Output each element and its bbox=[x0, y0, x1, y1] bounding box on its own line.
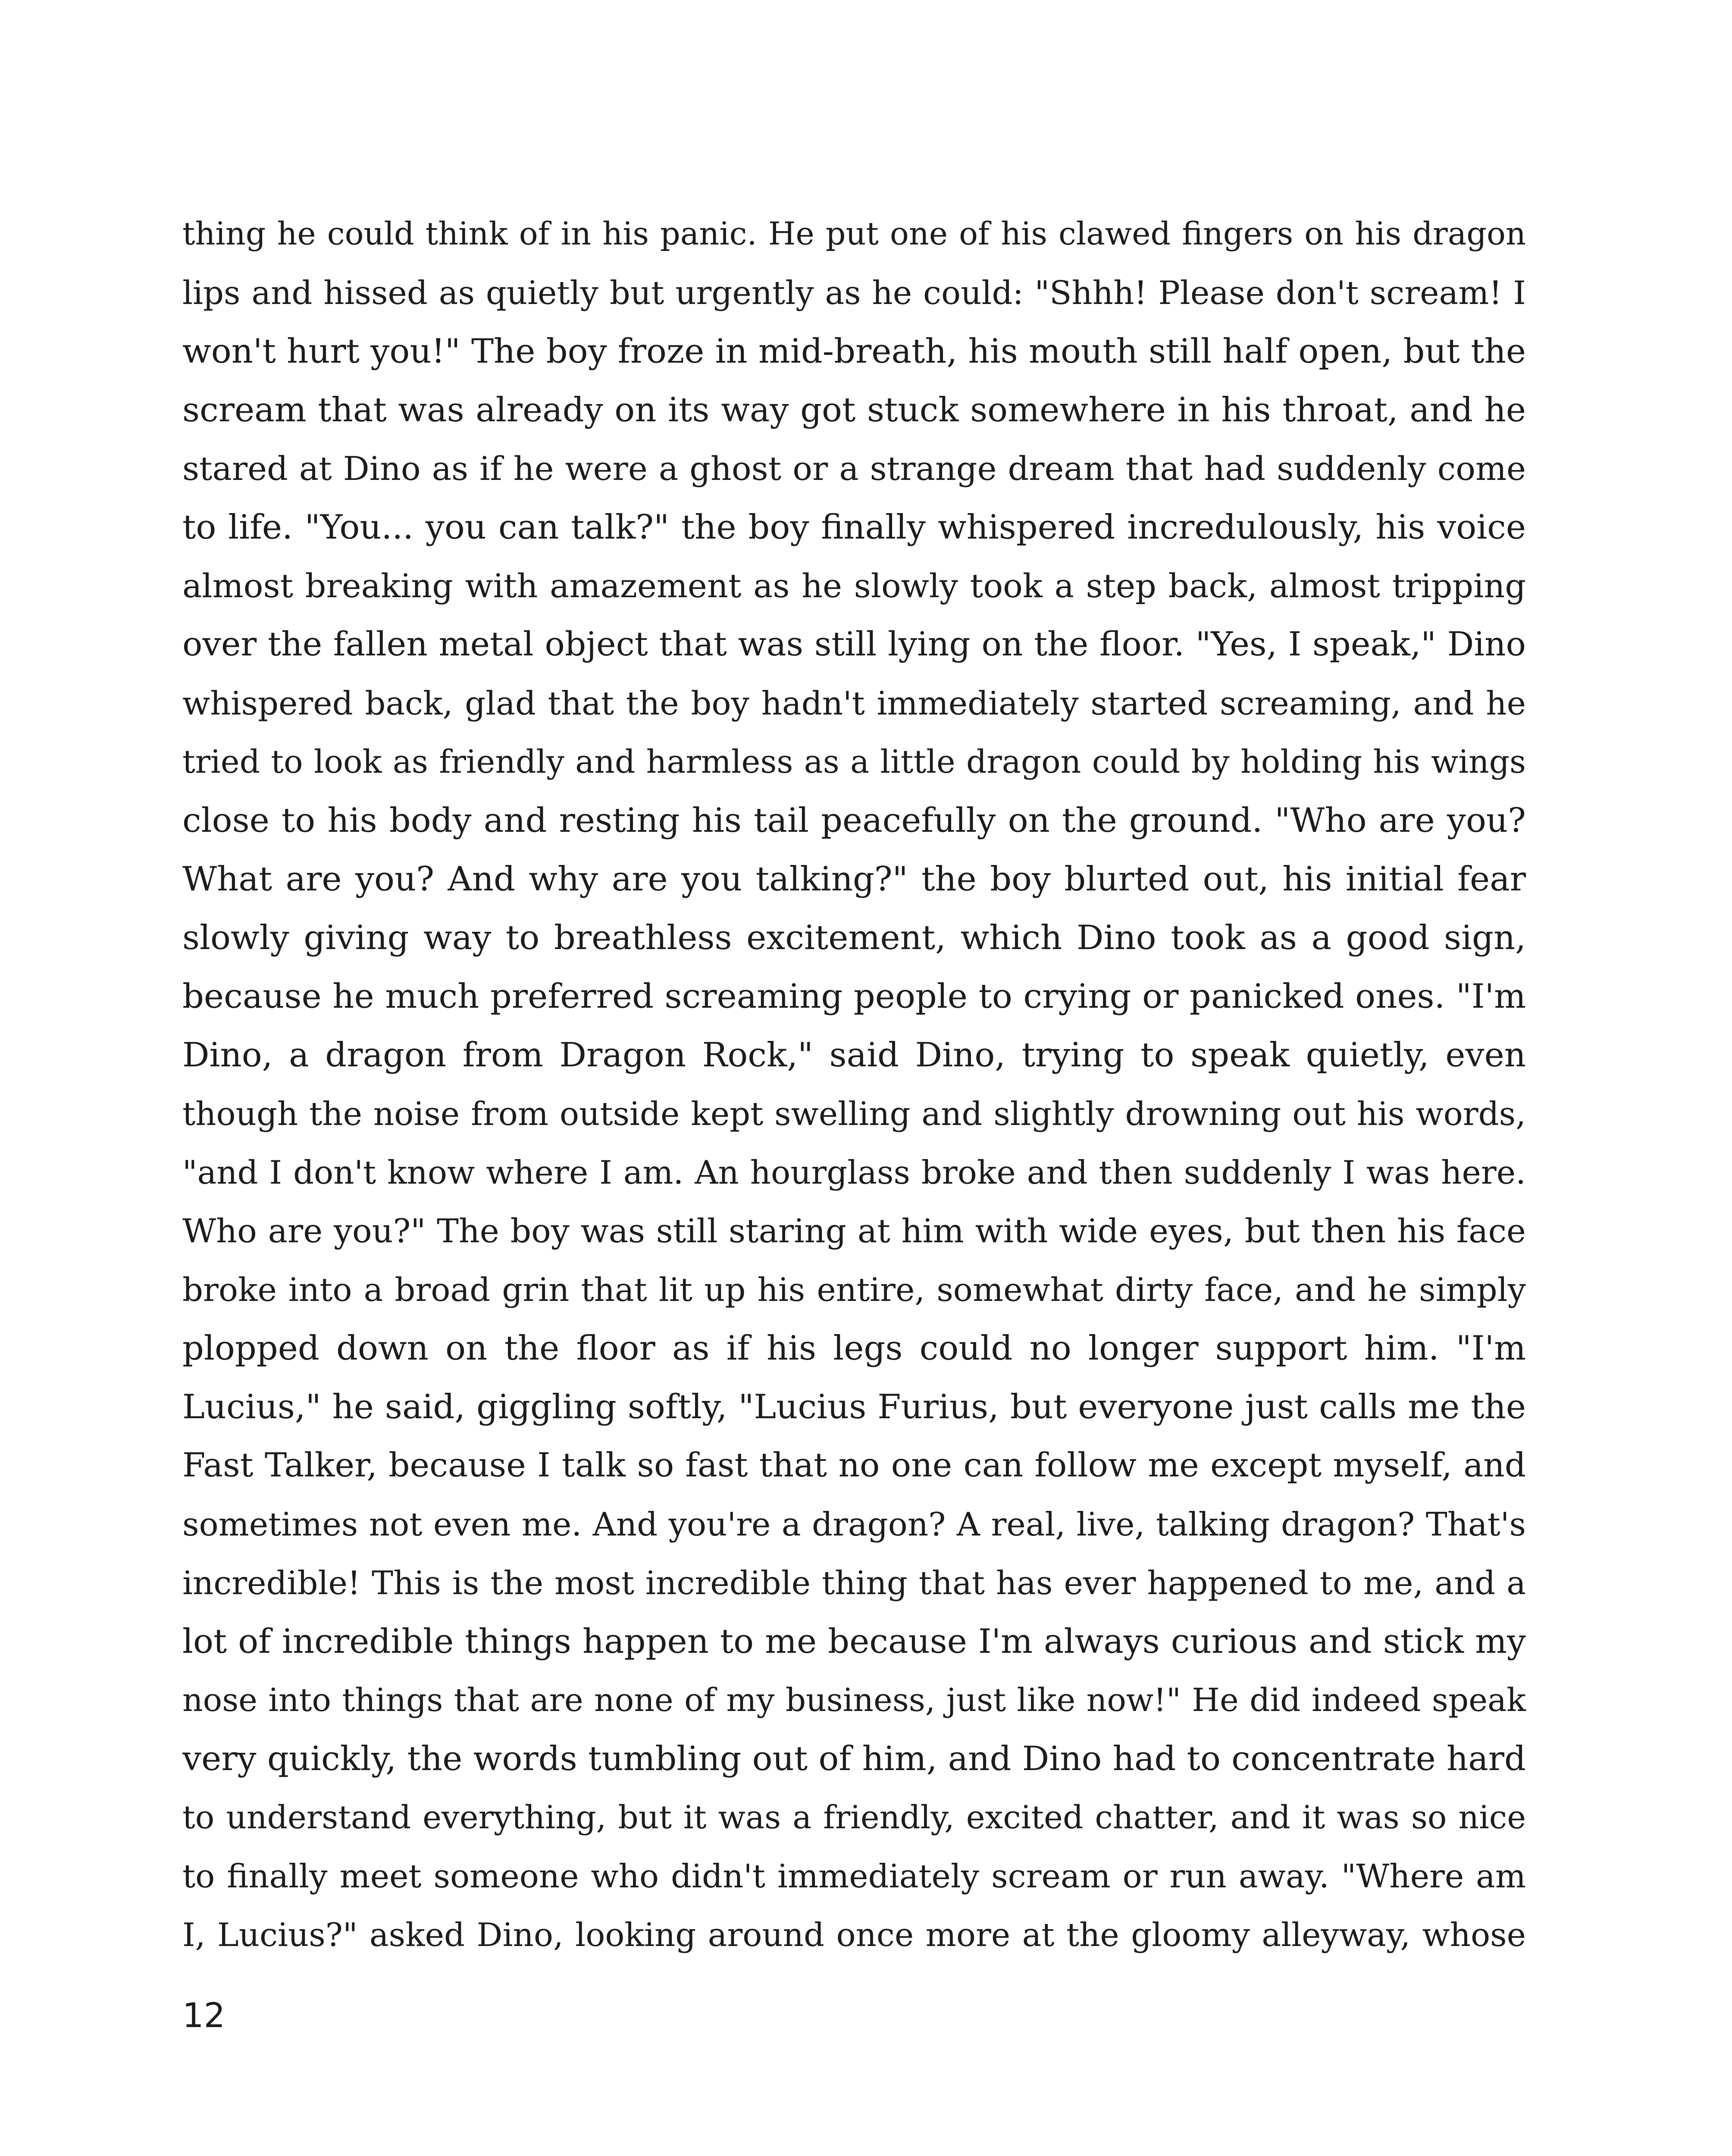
text-line: thing he could think of in his panic. He put one of his clawed fingers on his dragon bbox=[182, 216, 1526, 252]
text-line: plopped down on the floor as if his legs could no longer support him. "I'm bbox=[182, 1329, 1526, 1368]
text-line: Fast Talker, because I talk so fast that no one can follow me except myself, and bbox=[182, 1446, 1526, 1485]
text-line: nose into things that are none of my business, just like now!" He did indeed speak bbox=[182, 1682, 1526, 1719]
body-text bbox=[182, 205, 1526, 1964]
text-line: to life. "You... you can talk?" the boy finally whispered incredulously, his voice bbox=[182, 508, 1526, 547]
text-line: What are you? And why are you talking?" the boy blurted out, his initial fear bbox=[182, 860, 1526, 899]
text-line: sometimes not even me. And you're a dragon? A real, live, talking dragon? That's bbox=[182, 1505, 1526, 1543]
text-line: whispered back, glad that the boy hadn't immediately started screaming, and he bbox=[182, 684, 1526, 722]
text-line: very quickly, the words tumbling out of him, and Dino had to concentrate hard bbox=[182, 1739, 1526, 1778]
text-line: lips and hissed as quietly but urgently as he could: "Shhh! Please don't scream! I bbox=[182, 274, 1526, 312]
text-line: though the noise from outside kept swelling and slightly drowning out his words, bbox=[182, 1095, 1526, 1133]
text-line: Dino, a dragon from Dragon Rock," said Dino, trying to speak quietly, even bbox=[182, 1036, 1526, 1075]
text-line: tried to look as friendly and harmless as a little dragon could by holding his wings bbox=[182, 743, 1526, 780]
text-line: "and I don't know where I am. An hourglass broke and then suddenly I was here. bbox=[182, 1153, 1526, 1191]
text-line: Lucius," he said, giggling softly, "Lucius Furius, but everyone just calls me the bbox=[182, 1388, 1526, 1426]
text-line: almost breaking with amazement as he slowly took a step back, almost tripping bbox=[182, 567, 1526, 605]
text-line: stared at Dino as if he were a ghost or a strange dream that had suddenly come bbox=[182, 449, 1526, 488]
text-line: I, Lucius?" asked Dino, looking around once more at the gloomy alleyway, whose bbox=[182, 1916, 1526, 1954]
text-line: over the fallen metal object that was still lying on the floor. "Yes, I speak," Dino bbox=[182, 625, 1526, 664]
text-line: incredible! This is the most incredible thing that has ever happened to me, and a bbox=[182, 1564, 1526, 1602]
text-line: broke into a broad grin that lit up his entire, somewhat dirty face, and he simply bbox=[182, 1271, 1526, 1309]
text-line: to understand everything, but it was a friendly, excited chatter, and it was so nice bbox=[182, 1799, 1526, 1836]
text-line: to finally meet someone who didn't immediately scream or run away. "Where am bbox=[182, 1857, 1526, 1895]
text-line: scream that was already on its way got stuck somewhere in his throat, and he bbox=[182, 391, 1526, 429]
text-line: lot of incredible things happen to me because I'm always curious and stick my bbox=[182, 1622, 1526, 1661]
text-line: because he much preferred screaming people to crying or panicked ones. "I'm bbox=[182, 977, 1526, 1016]
page-number: 12 bbox=[182, 1996, 226, 2035]
text-line: close to his body and resting his tail peacefully on the ground. "Who are you? bbox=[182, 801, 1526, 840]
text-line: Who are you?" The boy was still staring at him with wide eyes, but then his face bbox=[182, 1212, 1526, 1250]
text-line: won't hurt you!" The boy froze in mid-breath, his mouth still half open, but the bbox=[182, 332, 1526, 371]
text-line: slowly giving way to breathless excitement, which Dino took as a good sign, bbox=[182, 918, 1526, 957]
